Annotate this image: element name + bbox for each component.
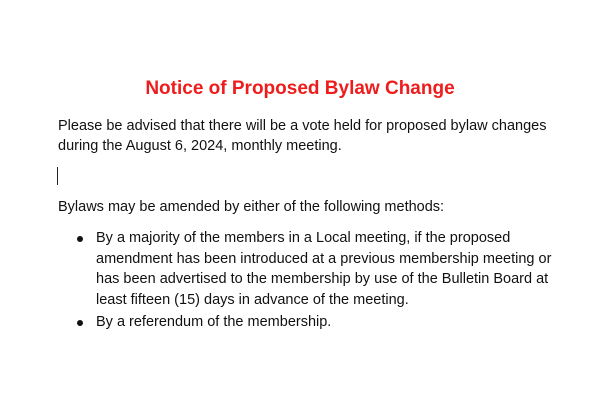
list-item <box>58 312 558 333</box>
list-item-text: By a majority of the members in a Local meeting, if the proposed amendment has been introduced at a previous membership meeting or has been advertised to the membership by use of the Bulletin Board at least fifteen (15) days in advance of the meeting. <box>96 230 552 308</box>
intro-paragraph: Please be advised that there will be a vote held for proposed bylaw changes during the August 6, 2024, monthly meeting. <box>58 118 547 154</box>
methods-list <box>58 228 558 335</box>
bullet-dot-icon <box>77 236 83 242</box>
list-item-text: By a referendum of the membership. <box>96 314 332 330</box>
bullet-dot-icon <box>77 320 83 326</box>
notice-title: Notice of Proposed Bylaw Change <box>145 78 455 99</box>
methods-lead-paragraph: Bylaws may be amended by either of the following methods: <box>58 199 445 215</box>
text-cursor <box>57 167 58 185</box>
list-item <box>58 228 558 310</box>
